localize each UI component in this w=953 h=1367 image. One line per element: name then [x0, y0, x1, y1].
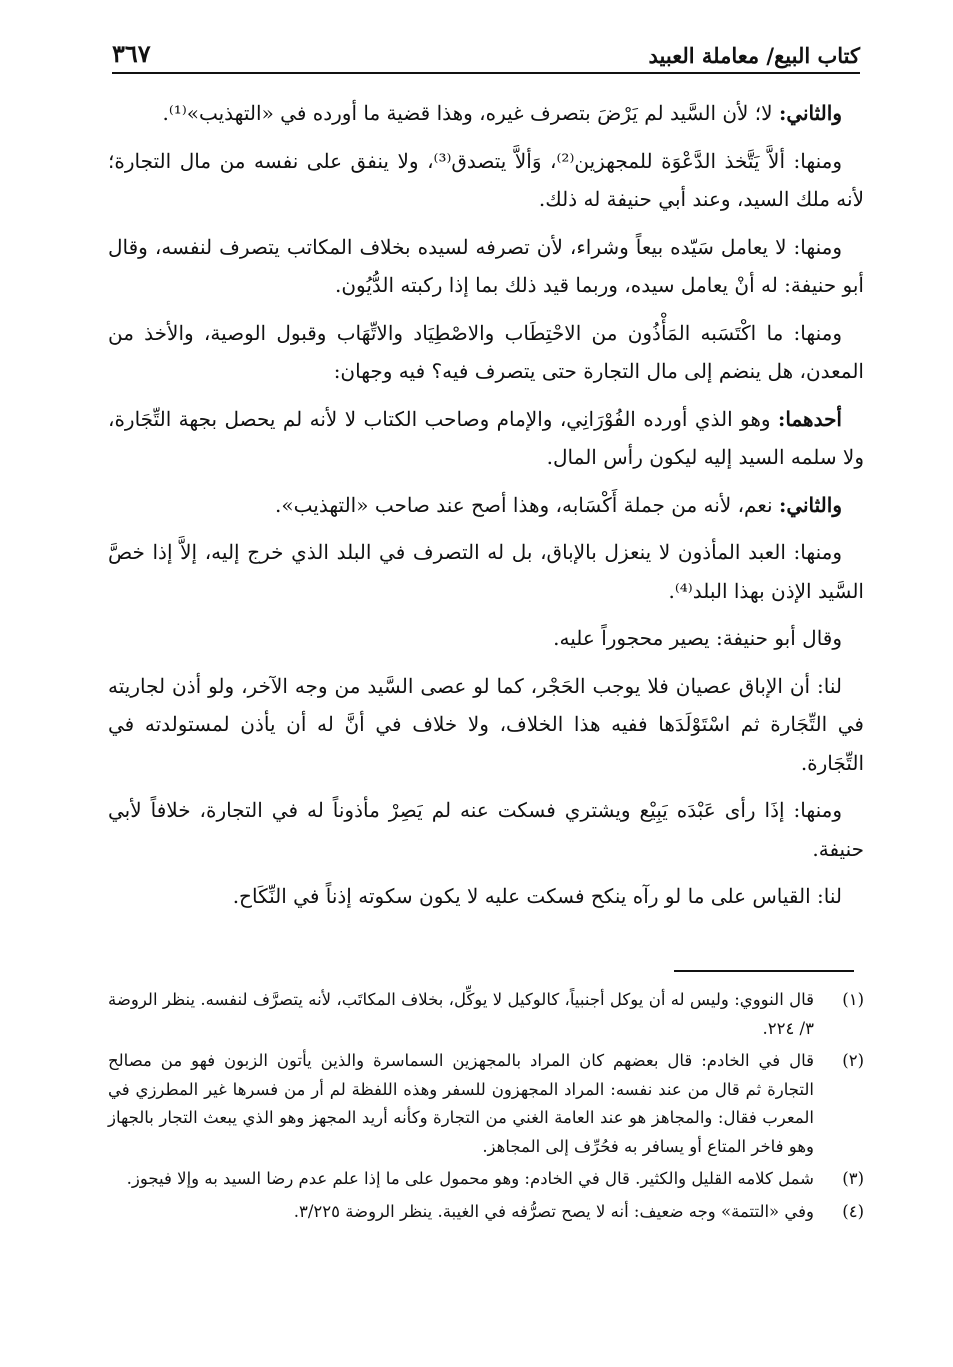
paragraph: [108, 533, 864, 610]
footnote-number: (٣): [842, 1169, 864, 1188]
paragraph: [108, 314, 864, 391]
paragraph-text: لنا: القياس على ما لو رآه ينكح فسكت عليه لا يكون سكوته إذناً في النِّكَاح.: [232, 884, 842, 908]
footnote-separator: [674, 970, 854, 972]
footnote: [108, 1198, 864, 1227]
footnote-text: وفي «التتمة» وجه ضعيف: أنه لا يصح تصرُّفه في الغيبة. ينظر الروضة ٣/٢٢٥.: [293, 1201, 814, 1221]
paragraph-lead: والثاني:: [778, 492, 842, 517]
footnote: [108, 986, 864, 1043]
paragraph-text: ومنها: لا يعامل سَيّده بيعاً وشراء، لأن تصرفه لسيده بخلاف المكاتب يتصرف لنفسه، وقال أبو حنيفة: له أنْ يعامل سيده، وربما قيد ذلك بما إذا ركبته الدُّيُون.: [108, 234, 864, 297]
paragraph: [108, 877, 864, 916]
footnote-text: شمل كلامه القليل والكثير. قال في الخادم: وهو محمول على ما إذا علم عدم رضا السيد به وإلا فيجوز.: [126, 1169, 814, 1188]
paragraph-lead: والثاني:: [778, 101, 842, 125]
paragraph: [108, 667, 864, 783]
paragraph-lead: أحدهما:: [777, 406, 842, 431]
footnote-text: قال في الخادم: قال بعضهم كان المراد بالمجهزين السماسرة والذين يأتون الزبون فهو من مصالح التجارة ثم قال من عند نفسه: المراد المجهزون للسفر وهذه اللفظة لم أر من فسرها غير المطرزي في المعرب فقال: والمجاهز هو عند العامة الغني من التجارة وكأنه أريد المجهز وهو الذي يبعث التجار بالجهاز وهو فاخر المتاع أو يسافر به فحُرِّف إلى المجاهز.: [108, 1051, 814, 1156]
page-header: [112, 32, 860, 74]
footnote-number: (٤): [842, 1201, 864, 1221]
footnote: [108, 1047, 864, 1161]
paragraph: [108, 142, 864, 219]
paragraph-text: ومنها: العبد المأذون لا ينعزل بالإباق، بل له التصرف في البلد الذي خرج إليه، إلاَّ إذا خصَّ السَّيد الإذن بهذا البلد⁽⁴⁾.: [108, 540, 864, 603]
paragraph-text: ومنها: ما اكْتَسَبه المَأْذُون من الاحْتِطَاب والاصْطِيَاد والاتِّهَاب وقبول الوصية، والأخذ من المعدن، هل ينضم إلى مال التجارة حتى يتصرف فيه؟ فيه وجهان:: [108, 320, 864, 383]
footnotes: [108, 986, 864, 1230]
footnote-number: (٢): [842, 1051, 864, 1070]
paragraph-text: ومنها: ألاَّ يَتَّخذ الدَّعْوَة للمجهزين⁽²⁾، وَألاَّ يتصدق⁽³⁾، ولا ينفق على نفسه من مال التجارة؛ لأنه ملك السيد، وعند أبي حنيفة له ذلك.: [108, 148, 864, 211]
running-title: كتاب البيع/ معاملة العبيد: [648, 43, 860, 68]
paragraph-text: لنا: أن الإباق عصيان فلا يوجب الحَجْر، كما لو عصى السَّيد من وجه الآخر، ولو أذن لجاريته في التِّجَارة ثم اسْتَوْلَدَها ففيه هذا الخلاف، ولا خلاف في أنَّ له أن يأذن لمستولدته في التِّجَارة.: [108, 673, 864, 775]
paragraph-text: ومنها: إذَا رأى عَبْدَه يَبِيْع ويشتري فسكت عنه لم يَصِرْ مأذوناً له في التجارة، خلافاً لأبي حنيفة.: [108, 798, 864, 861]
paragraph: [108, 94, 864, 133]
footnote-text: قال النووي: وليس له أن يوكل أجنبياً، كالوكيل لا يوكِّل، بخلاف المكاتَب، لأنه يتصرَّف لنفسه. ينظر الروضة ٣/ ٢٢٤.: [108, 990, 814, 1038]
paragraph-text: نعم، لأنه من جملة أَكْسَابه، وهذا أصح عند صاحب «التهذيب».: [275, 492, 779, 517]
paragraph: [108, 486, 864, 525]
paragraph: [108, 619, 864, 658]
paragraph: [108, 228, 864, 305]
footnote: [108, 1165, 864, 1194]
paragraph-text: وقال أبو حنيفة: يصير محجوراً عليه.: [553, 626, 842, 650]
main-text: [108, 94, 864, 925]
paragraph-text: وهو الذي أورده الفُوْرَانِي، والإمام وصاحب الكتاب لا لأنه لم يحصل بجهة التِّجَارة، ولا سلمه السيد إليه ليكون رأس المال.: [108, 406, 864, 469]
footnote-number: (١): [842, 990, 864, 1009]
paragraph: [108, 400, 864, 477]
paragraph-text: لا؛ لأن السَّيد لم يَرْضَ بتصرف غيره، وهذا قضية ما أورده في «التهذيب»⁽¹⁾.: [162, 101, 779, 125]
paragraph: [108, 791, 864, 868]
page-number: ٣٦٧: [112, 39, 151, 68]
